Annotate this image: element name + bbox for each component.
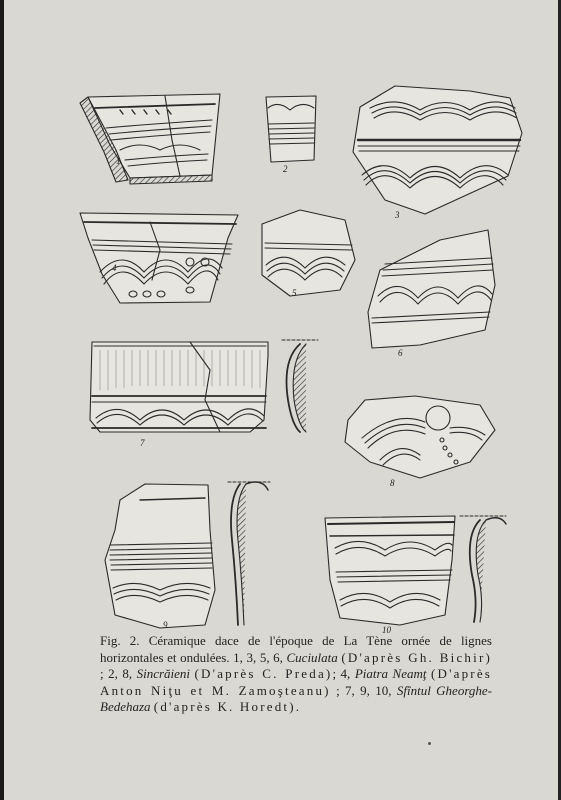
fig-label-3: 3 (395, 210, 400, 220)
caption-credit-horedt: (d'après K. Horedt) (153, 699, 296, 715)
caption-credit-bichir: (D'après Gh. Bichir) (341, 649, 492, 665)
caption-site-cuciulata: Cuciulata (286, 649, 338, 665)
fragment-6 (368, 230, 495, 348)
fig-label-9: 9 (163, 620, 168, 630)
caption-lead: Fig. 2. Céramique dace de l'époque de La Tène ornée de lignes horizontales et ondulées. 1, 3, 5, 6, (100, 633, 492, 665)
caption-site-sfintul-gheorghe: Sfîntul Gheorghe-Bedehaza (100, 682, 492, 715)
fragment-1 (80, 94, 220, 184)
fragment-10 (325, 516, 506, 625)
fragment-9 (105, 482, 270, 628)
fig-label-6: 6 (398, 348, 403, 358)
fragment-8 (345, 396, 495, 478)
fragment-4 (80, 213, 238, 303)
caption-site-piatra-neamt: Piatra Neamţ (354, 666, 427, 682)
fragment-7 (90, 340, 318, 432)
fragment-2 (266, 96, 316, 162)
caption-end: . (295, 699, 300, 715)
figure-caption (100, 633, 492, 716)
caption-separator-3: ; 7, 9, 10, (336, 682, 392, 698)
fig-label-8: 8 (390, 478, 395, 488)
caption-credit-nitu-zamosteanu: (D'après Anton Niţu et M. Zamoşteanu) (100, 666, 493, 698)
caption-separator-1: ; 2, 8, (100, 666, 133, 682)
fragment-5 (262, 210, 355, 296)
fig-label-2: 2 (283, 164, 288, 174)
fig-label-10: 10 (382, 625, 391, 635)
fig-label-4: 4 (112, 263, 117, 273)
fig-label-7: 7 (140, 438, 145, 448)
fig-label-1: 1 (116, 156, 121, 166)
caption-separator-2: ; 4, (332, 666, 351, 682)
caption-credit-preda: (D'après C. Preda) (194, 666, 333, 682)
caption-site-sincraieni: Sincrăieni (136, 666, 191, 682)
fragment-3 (353, 86, 522, 214)
scan-speck (428, 742, 431, 745)
fig-label-5: 5 (292, 288, 297, 298)
